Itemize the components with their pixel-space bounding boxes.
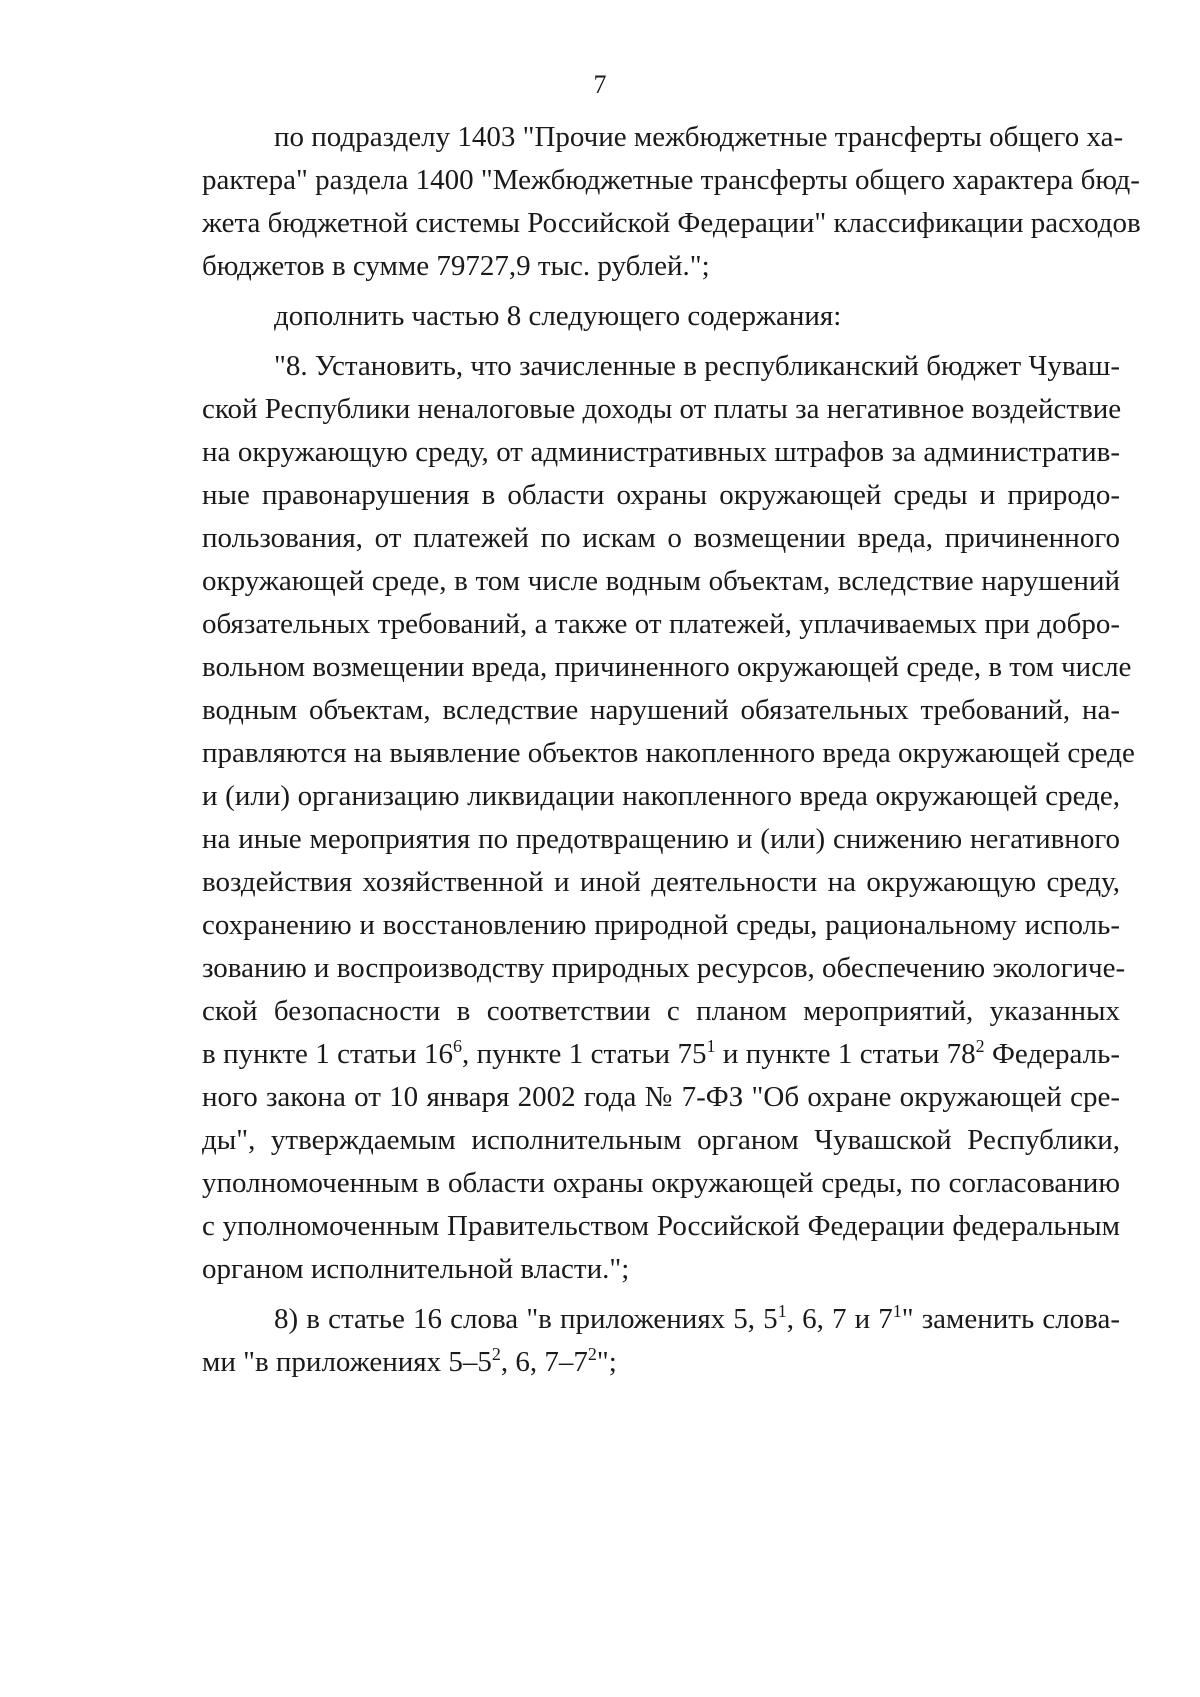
superscript: 1 — [706, 1036, 716, 1056]
text-line-references — [202, 1033, 1120, 1076]
text-line: рактера" раздела 1400 "Межбюджетные трансферты общего характера бюд- — [202, 164, 1140, 196]
text-line: ды", утверждаемым исполнительным органом Чувашской Республики, — [202, 1124, 1120, 1156]
text-line: ного закона от 10 января 2002 года № 7-ФЗ "Об охране окружающей сре- — [202, 1081, 1120, 1113]
text-line: по подразделу 1403 "Прочие межбюджетные трансферты общего ха- — [274, 121, 1124, 153]
text-line: сохранению и восстановлению природной среды, рациональному исполь- — [202, 909, 1120, 941]
page-number: 7 — [593, 70, 607, 99]
text-line: дополнить частью 8 следующего содержания: — [274, 300, 842, 332]
text-line: пользования, от платежей по искам о возмещении вреда, причиненного — [202, 522, 1120, 554]
superscript: 2 — [491, 1344, 501, 1364]
text-line: и (или) организацию ликвидации накопленного вреда окружающей среде, — [202, 780, 1120, 812]
item-text: , 6, 7 и 7 — [786, 1303, 893, 1335]
text-line — [202, 1341, 1120, 1384]
superscript: 1 — [777, 1301, 787, 1321]
superscript: 1 — [892, 1301, 902, 1321]
text-line: обязательных требований, а также от платежей, уплачиваемых при добро- — [202, 608, 1120, 640]
text-line: водным объектам, вследствие нарушений обязательных требований, на- — [202, 694, 1120, 726]
text-line: воздействия хозяйственной и иной деятельности на окружающую среду, — [202, 866, 1120, 898]
paragraph-add-part-8 — [202, 295, 1120, 338]
text-line: на окружающую среду, от административных штрафов за административ- — [202, 436, 1120, 468]
text-line: зованию и воспроизводству природных ресурсов, обеспечению экологиче- — [202, 952, 1126, 984]
text-line: уполномоченным в области охраны окружающей среды, по согласованию — [202, 1167, 1120, 1199]
document-body — [202, 116, 1141, 1384]
ref-text: и пункте 1 статьи 78 — [715, 1038, 976, 1070]
superscript: 2 — [587, 1344, 597, 1364]
ref-text: в пункте 1 статьи 16 — [202, 1038, 453, 1070]
item-text: ми "в приложениях 5–5 — [202, 1346, 492, 1378]
paragraph-part-8-text — [202, 345, 1135, 1291]
paragraph-subsection-1403 — [202, 116, 1141, 288]
text-line: ской Республики неналоговые доходы от платы за негативное воздействие — [202, 393, 1122, 425]
item-text: "; — [596, 1346, 617, 1378]
text-line: органом исполнительной власти."; — [202, 1253, 630, 1285]
text-line: жета бюджетной системы Российской Федерации" классификации расходов — [202, 207, 1141, 239]
text-line: правляются на выявление объектов накопленного вреда окружающей среде — [202, 737, 1135, 769]
text-line: бюджетов в сумме 79727,9 тыс. рублей."; — [202, 250, 710, 282]
superscript: 6 — [452, 1036, 462, 1056]
text-line: ные правонарушения в области охраны окружающей среды и природо- — [202, 479, 1120, 511]
text-line: с уполномоченным Правительством Российской Федерации федеральным — [202, 1210, 1120, 1242]
text-line: на иные мероприятия по предотвращению и (или) снижению негативного — [202, 823, 1120, 855]
item-text: , 6, 7–7 — [500, 1346, 588, 1378]
item-text: 8) в статье 16 слова "в приложениях 5, 5 — [274, 1303, 778, 1335]
ref-text: Федераль- — [984, 1038, 1120, 1070]
text-line: вольном возмещении вреда, причиненного окружающей среде, в том числе — [202, 651, 1132, 683]
paragraph-item-8-article-16 — [202, 1298, 1120, 1384]
text-line: ской безопасности в соответствии с планом мероприятий, указанных — [202, 995, 1120, 1027]
ref-text: , пункте 1 статьи 75 — [461, 1038, 707, 1070]
text-line — [202, 1298, 1120, 1341]
text-line: "8. Установить, что зачисленные в республиканский бюджет Чуваш- — [274, 350, 1120, 382]
item-text: " заменить слова- — [901, 1303, 1121, 1335]
superscript: 2 — [975, 1036, 985, 1056]
text-line: окружающей среде, в том числе водным объектам, вследствие нарушений — [202, 565, 1120, 597]
